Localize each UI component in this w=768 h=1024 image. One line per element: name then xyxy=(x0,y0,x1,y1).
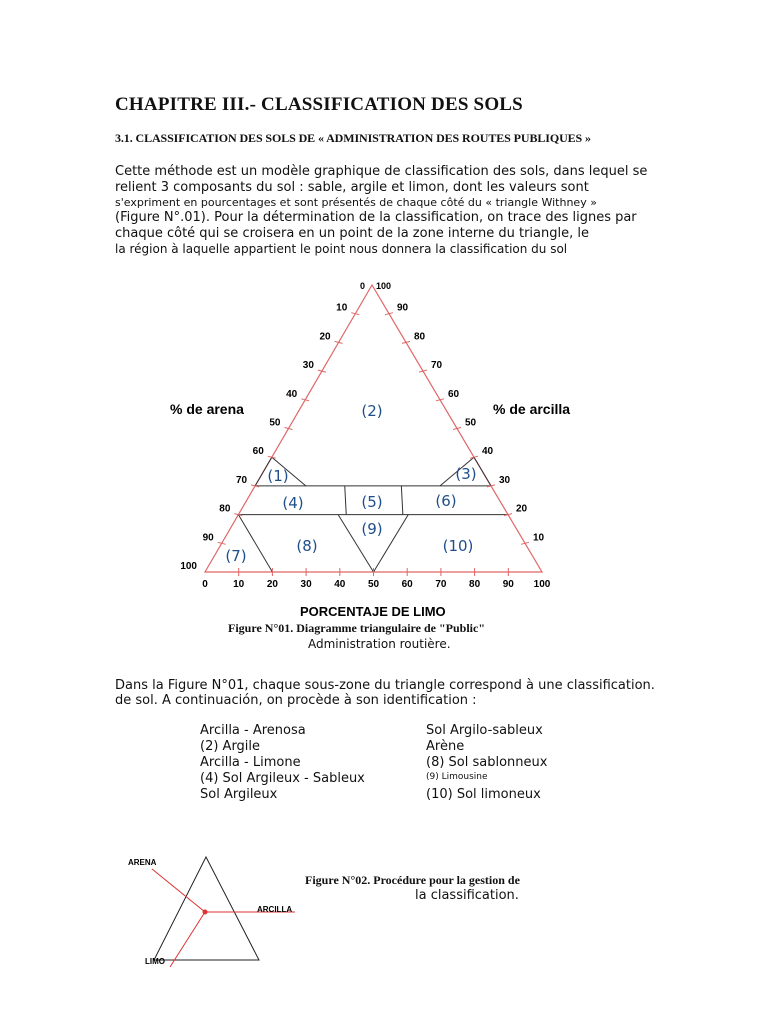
intro-line: relient 3 composants du sol : sable, argile et limon, dont les valeurs sont xyxy=(115,180,589,195)
intro-line: Cette méthode est un modèle graphique de classification des sols, dans lequel se xyxy=(115,164,648,179)
bottom-tick-label: 80 xyxy=(469,579,481,590)
figure1-subcaption: Administration routière. xyxy=(308,637,451,651)
right-tick-label: 30 xyxy=(499,474,511,486)
region-label: (8) xyxy=(296,537,318,555)
apex-tick-label: 0 xyxy=(360,281,366,291)
bottom-tick-label: 30 xyxy=(300,579,312,590)
legend-item: (2) Argile xyxy=(200,739,261,754)
intro-line: (Figure N°.01). Pour la détermination de la classification, on trace des lignes par xyxy=(115,210,637,225)
region-label: (7) xyxy=(225,547,247,565)
procedure-diagram xyxy=(120,850,305,975)
limo-line xyxy=(170,912,205,967)
bottom-tick-label: 20 xyxy=(266,579,278,590)
right-tick-label: 50 xyxy=(465,417,477,429)
region-label: (9) xyxy=(361,520,383,538)
right-tick-label: 10 xyxy=(533,532,545,544)
left-tick-label: 20 xyxy=(319,331,331,343)
bottom-tick-label: 60 xyxy=(401,579,413,590)
figure2-caption: Figure N°02. Procédure pour la gestion de xyxy=(305,873,520,887)
left-tick-label: 30 xyxy=(302,360,314,372)
right-tick-label: 40 xyxy=(482,446,494,458)
region-label: (5) xyxy=(361,493,383,511)
apex-tick-label: 100 xyxy=(376,281,392,291)
left-tick-label: 50 xyxy=(269,417,281,429)
left-axis-label: % de arena xyxy=(170,401,244,417)
region-label: (10) xyxy=(442,537,474,555)
bottom-tick-label: 70 xyxy=(435,579,447,590)
bottom-tick-label: 0 xyxy=(202,579,208,590)
intersection-point xyxy=(203,910,208,915)
bottom-tick-label: 40 xyxy=(334,579,346,590)
bottom-tick-label: 10 xyxy=(233,579,245,590)
arena-label: ARENA xyxy=(128,858,157,867)
left-tick-label: 80 xyxy=(219,503,231,515)
limo-label: LIMO xyxy=(145,957,165,966)
left-tick-label: 60 xyxy=(252,446,264,458)
legend-item: Arcilla - Arenosa xyxy=(200,723,306,738)
left-tick-label: 40 xyxy=(286,388,298,400)
bottom-tick-label: 100 xyxy=(533,579,551,590)
right-tick-label: 70 xyxy=(431,360,443,372)
arcilla-label: ARCILLA xyxy=(257,905,293,914)
figure1-caption: Figure N°01. Diagramme triangulaire de "Public" xyxy=(228,621,485,635)
left-tick-label: 70 xyxy=(235,474,248,486)
intro-line: la région à laquelle appartient le point nous donnera la classification du sol xyxy=(115,242,568,256)
procedure-triangle xyxy=(154,857,259,960)
region-boundary xyxy=(401,486,402,515)
bottom-axis-label: PORCENTAJE DE LIMO xyxy=(300,604,446,619)
legend-item: (9) Limousine xyxy=(426,772,488,782)
right-tick-label: 80 xyxy=(414,331,426,343)
axis-tick-labels xyxy=(180,281,550,590)
triangular-classification-diagram xyxy=(150,272,610,622)
bottom-tick-label: 50 xyxy=(367,579,380,590)
intro-line: chaque côté qui se croisera en un point de la zone interne du triangle, le xyxy=(115,226,589,241)
right-axis-label: % de arcilla xyxy=(493,401,571,417)
region-label: (3) xyxy=(455,465,477,483)
para2-line: de sol. A continuación, on procède à son identification : xyxy=(115,693,477,708)
chapter-title: CHAPITRE III.- CLASSIFICATION DES SOLS xyxy=(115,94,523,115)
legend-item: (10) Sol limoneux xyxy=(426,787,541,802)
legend-item: Sol Argileux xyxy=(200,787,278,802)
legend-item: (4) Sol Argileux - Sableux xyxy=(200,771,365,786)
region-labels xyxy=(225,402,476,565)
legend-item: Arène xyxy=(426,739,465,754)
bottom-tick-label: 90 xyxy=(502,579,514,590)
region-boundary xyxy=(345,486,346,515)
legend-item: (8) Sol sablonneux xyxy=(426,755,548,770)
para2-line: Dans la Figure N°01, chaque sous-zone du triangle correspond à une classification. xyxy=(115,678,655,693)
left-tick-label: 10 xyxy=(336,302,348,314)
legend-item: Sol Argilo-sableux xyxy=(426,723,543,738)
region-label: (4) xyxy=(282,494,304,512)
region-label: (1) xyxy=(267,467,289,485)
figure2-subcaption: la classification. xyxy=(415,888,519,903)
section-title: 3.1. CLASSIFICATION DES SOLS DE « ADMINISTRATION DES ROUTES PUBLIQUES » xyxy=(115,131,591,145)
region-label: (2) xyxy=(361,402,383,420)
legend-item: Arcilla - Limone xyxy=(200,755,301,770)
right-tick-label: 90 xyxy=(397,302,409,314)
left-tick-label: 90 xyxy=(202,532,214,544)
right-tick-label: 20 xyxy=(516,503,528,515)
intro-line: s'expriment en pourcentages et sont présentés de chaque côté du « triangle Withney » xyxy=(115,196,597,209)
left-tick-label: 100 xyxy=(180,561,197,572)
region-label: (6) xyxy=(435,492,457,510)
right-tick-label: 60 xyxy=(448,388,460,400)
